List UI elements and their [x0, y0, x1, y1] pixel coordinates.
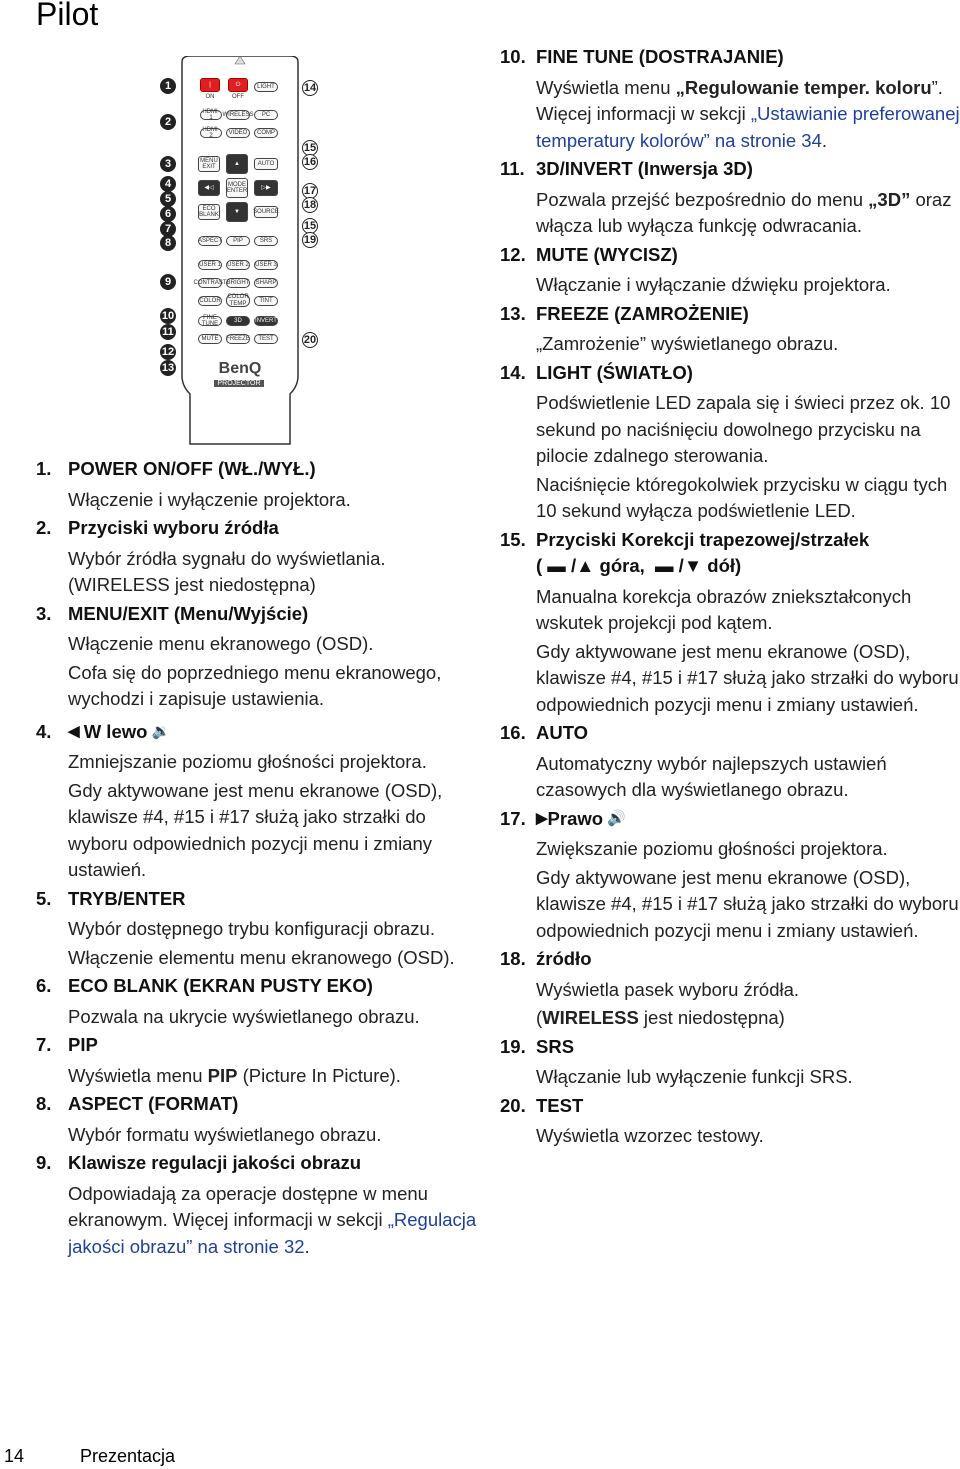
source-button[interactable]: SOURCE — [254, 206, 278, 218]
item-1 — [36, 456, 486, 513]
item-number: 10. — [500, 46, 526, 67]
on-label: ON — [205, 94, 215, 100]
callout-11: 11 — [160, 324, 176, 340]
color-button[interactable]: COLOR — [198, 296, 222, 306]
item-9 — [36, 1150, 486, 1260]
item-text: Gdy aktywowane jest menu ekranowe (OSD), klawisze #4, #15 i #17 służą jako strzałki do wyboru odpowiednich pozycji menu i zmiany ustawień. — [536, 866, 959, 941]
item-heading-part: góra, — [599, 555, 645, 576]
item-text: Włączenie elementu menu ekranowego (OSD). — [68, 946, 455, 968]
srs-button[interactable]: SRS — [254, 236, 278, 246]
item-number: 4. — [36, 720, 52, 742]
item-13 — [500, 301, 960, 358]
item-15 — [500, 527, 960, 719]
item-text: Zmniejszanie poziomu głośności projektora. — [68, 751, 427, 772]
menu-exit-button[interactable]: MENU EXIT — [198, 156, 220, 172]
item-number: 19. — [500, 1035, 526, 1057]
user2-button[interactable]: USER 2 — [226, 260, 250, 270]
item-17 — [500, 806, 960, 945]
item-number: 17. — [500, 807, 526, 829]
footer-section-label: Prezentacja — [80, 1446, 176, 1466]
bright-button[interactable]: BRIGHT — [226, 278, 250, 288]
video-button[interactable]: VIDEO — [226, 128, 250, 138]
item-text: Pozwala przejść bezpośrednio do menu „3D” oraz włącza lub wyłącza funkcję odwracania. — [536, 188, 952, 236]
item-heading: FINE TUNE (DOSTRAJANIE) — [536, 46, 784, 67]
item-8 — [36, 1091, 486, 1148]
item-20 — [500, 1093, 960, 1150]
item-heading: Klawisze regulacji jakości obrazu — [68, 1152, 362, 1173]
item-16 — [500, 720, 960, 804]
item-text: „Zamrożenie” wyświetlanego obrazu. — [536, 333, 839, 354]
item-heading: Przyciski Korekcji trapezowej/strzałek — [536, 528, 870, 550]
right-arrow-icon: ▶ — [536, 809, 548, 827]
callout-2: 2 — [160, 114, 176, 130]
keystone-down-icon: ▬ /▼ — [644, 555, 708, 576]
item-heading: SRS — [536, 1035, 575, 1057]
callout-15b: 15 — [303, 220, 317, 232]
item-heading: W lewo — [83, 720, 148, 742]
item-5 — [36, 886, 486, 972]
callout-9: 9 — [160, 274, 176, 290]
item-heading: POWER ON/OFF (WŁ./WYŁ.) — [68, 458, 316, 479]
light-button[interactable]: LIGHT — [254, 82, 278, 92]
pip-button[interactable]: PIP — [226, 236, 250, 246]
item-heading: ECO BLANK (EKRAN PUSTY EKO) — [68, 975, 373, 996]
contrast-button[interactable]: CONTRAST — [198, 278, 222, 288]
wireless-button[interactable]: WIRELESS — [226, 110, 250, 120]
callout-15a: 15 — [303, 142, 317, 154]
callout-16: 16 — [303, 156, 317, 168]
item-heading: MENU/EXIT (Menu/Wyjście) — [68, 602, 309, 624]
aspect-button[interactable]: ASPECT — [198, 236, 222, 246]
item-4 — [36, 719, 486, 884]
callout-3: 3 — [160, 156, 176, 172]
item-2 — [36, 515, 486, 599]
item-heading-part: dół) — [707, 555, 742, 576]
callout-14: 14 — [303, 82, 317, 94]
sharp-button[interactable]: SHARP — [254, 278, 278, 288]
item-number: 1. — [36, 458, 52, 479]
item-text: Włączenie i wyłączenie projektora. — [68, 488, 351, 510]
mode-enter-button[interactable]: MODE ENTER — [226, 178, 248, 198]
item-text: Zwiększanie poziomu głośności projektora. — [536, 838, 888, 859]
item-12 — [500, 242, 960, 299]
item-text: Cofa się do poprzedniego menu ekranowego, wychodzi i zapisuje ustawienia. — [68, 661, 442, 709]
freeze-button[interactable]: FREEZE — [226, 334, 250, 344]
item-heading: TRYB/ENTER — [68, 887, 186, 909]
power-off-button[interactable]: ⏻ — [228, 78, 248, 92]
item-text: Włączenie menu ekranowego (OSD). — [68, 633, 374, 654]
right-column — [500, 44, 960, 1152]
callout-17: 17 — [303, 185, 317, 197]
item-heading: Przyciski wyboru źródła — [68, 517, 279, 538]
left-arrow-icon: ◀ — [68, 722, 84, 740]
item-heading: LIGHT (ŚWIATŁO) — [536, 361, 693, 383]
callout-8: 8 — [160, 235, 176, 251]
item-heading: AUTO — [536, 722, 589, 743]
item-number: 9. — [36, 1152, 52, 1173]
callout-7: 7 — [160, 221, 176, 237]
item-text: Podświetlenie LED zapala się i świeci przez ok. 10 sekund po naciśnięciu dowolnego przycisku na pilocie zdalnego sterowania. — [536, 392, 951, 466]
page-number: 14 — [4, 1446, 25, 1466]
item-text: Manualna korekcja obrazów zniekształconych wskutek projekcji pod kątem. — [536, 585, 912, 633]
item-number: 6. — [36, 975, 52, 996]
power-on-button[interactable]: | — [200, 78, 220, 92]
eco-blank-button[interactable]: ECO BLANK — [199, 205, 219, 218]
mute-button[interactable]: MUTE — [198, 334, 222, 344]
item-number: 11. — [500, 158, 525, 179]
volume-down-icon: 🔉 — [147, 722, 171, 740]
item-heading: PIP — [68, 1034, 98, 1055]
section-link[interactable]: „Ustawianie preferowanej temperatury kolorów” na stronie 34 — [536, 103, 960, 151]
item-text: Naciśnięcie któregokolwiek przycisku w ciągu tych 10 sekund wyłącza podświetlenie LED. — [536, 473, 948, 521]
hdmi1-button[interactable]: HDMI-1 — [200, 110, 222, 120]
item-heading: źródło — [536, 948, 592, 969]
item-text: Wybór źródła sygnału do wyświetlania. (WIRELESS jest niedostępna) — [68, 547, 386, 595]
item-number: 16. — [500, 722, 526, 743]
item-number: 13. — [500, 302, 526, 324]
item-heading: TEST — [536, 1094, 584, 1116]
item-number: 2. — [36, 517, 52, 538]
item-text: Odpowiadają za operacje dostępne w menu ekranowym. Więcej informacji w sekcji „Regulacja jakości obrazu” na stronie 32. — [68, 1182, 477, 1257]
item-text: Wyświetla pasek wyboru źródła. — [536, 978, 800, 1000]
item-14 — [500, 360, 960, 525]
item-3 — [36, 601, 486, 713]
item-7 — [36, 1032, 486, 1089]
item-heading: Prawo — [547, 807, 604, 829]
item-number: 15. — [500, 528, 526, 550]
item-text: Wyświetla menu PIP (Picture In Picture). — [68, 1064, 401, 1086]
item-number: 14. — [500, 361, 526, 383]
item-text: Pozwala na ukrycie wyświetlanego obrazu. — [68, 1005, 420, 1027]
pc-button[interactable]: PC — [254, 110, 278, 120]
item-text: Gdy aktywowane jest menu ekranowe (OSD), klawisze #4, #15 i #17 służą jako strzałki do wyboru odpowiednich pozycji menu i zmiany ustawień. — [68, 779, 443, 880]
item-text: Wybór dostępnego trybu konfiguracji obrazu. — [68, 918, 435, 939]
callout-4: 4 — [160, 176, 176, 192]
user1-button[interactable]: USER 1 — [198, 260, 222, 270]
off-label: OFF — [232, 94, 244, 100]
item-heading: 3D/INVERT (Inwersja 3D) — [536, 158, 753, 179]
callout-6: 6 — [160, 206, 176, 222]
item-text: Gdy aktywowane jest menu ekranowe (OSD), klawisze #4, #15 i #17 służą jako strzałki do wyboru odpowiednich pozycji menu i zmiany ustawień. — [536, 640, 959, 715]
item-18 — [500, 946, 960, 1032]
page-title: Pilot — [36, 0, 99, 32]
right-volume-button[interactable]: ▷▶ — [254, 180, 278, 196]
item-number: 20. — [500, 1094, 526, 1116]
callout-12: 12 — [161, 346, 175, 358]
item-text: Automatyczny wybór najlepszych ustawień czasowych dla wyświetlanego obrazu. — [536, 752, 887, 800]
callout-13: 13 — [161, 362, 175, 374]
item-text: Wybór formatu wyświetlanego obrazu. — [68, 1123, 382, 1145]
auto-button[interactable]: AUTO — [254, 158, 278, 170]
keystone-down-button[interactable]: ▼ — [226, 202, 248, 222]
callout-1: 1 — [160, 78, 176, 94]
item-heading: ASPECT (FORMAT) — [68, 1093, 239, 1114]
item-text: Włączanie lub wyłączenie funkcji SRS. — [536, 1066, 853, 1087]
item-text: (WIRELESS jest niedostępna) — [536, 1007, 785, 1028]
callout-10: 10 — [161, 310, 175, 322]
brand-logo: BenQ — [218, 360, 262, 377]
keystone-up-button[interactable]: ▲ — [226, 154, 248, 174]
item-text: Włączanie i wyłączanie dźwięku projektora. — [536, 274, 891, 295]
left-volume-button[interactable]: ◀◁ — [198, 180, 220, 196]
user3-button[interactable]: USER 3 — [254, 260, 278, 270]
left-column — [36, 456, 486, 1262]
volume-up-icon: 🔊 — [603, 809, 626, 827]
hdmi2-button[interactable]: HDMI-2 — [200, 128, 222, 138]
item-10 — [500, 44, 960, 154]
brand-sub: PROJECTOR — [214, 380, 264, 387]
3d-button[interactable]: 3D — [226, 316, 250, 326]
item-number: 8. — [36, 1093, 52, 1114]
item-11 — [500, 156, 960, 240]
item-heading: FREEZE (ZAMROŻENIE) — [536, 302, 749, 324]
item-number: 12. — [500, 243, 526, 265]
invert-button[interactable]: INVERT — [254, 316, 278, 326]
item-19 — [500, 1034, 960, 1091]
callout-5: 5 — [160, 191, 176, 207]
item-text: Wyświetla wzorzec testowy. — [536, 1125, 764, 1146]
item-6 — [36, 973, 486, 1030]
item-number: 3. — [36, 602, 52, 624]
section-link[interactable]: „Regulacja jakości obrazu” na stronie 32 — [68, 1209, 477, 1257]
item-number: 7. — [36, 1034, 52, 1055]
remote-control-figure — [150, 56, 330, 446]
fine-tune-button[interactable]: FINE TUNE — [198, 316, 222, 326]
tint-button[interactable]: TINT — [254, 296, 278, 306]
item-number: 18. — [500, 948, 526, 969]
item-text: Wyświetla menu „Regulowanie temper. koloru”. Więcej informacji w sekcji „Ustawianie preferowanej temperatury kolorów” na stronie 34. — [536, 76, 960, 151]
item-number: 5. — [36, 887, 52, 909]
item-heading: MUTE (WYCISZ) — [536, 243, 678, 265]
callout-20: 20 — [303, 334, 317, 346]
color-temp-button[interactable]: COLOR TEMP — [227, 294, 249, 307]
callout-18: 18 — [303, 199, 317, 211]
callout-19: 19 — [303, 234, 317, 246]
keystone-up-icon: ( ▬ /▲ — [536, 555, 600, 576]
comp-button[interactable]: COMP — [254, 128, 278, 138]
test-button[interactable]: TEST — [254, 334, 278, 344]
